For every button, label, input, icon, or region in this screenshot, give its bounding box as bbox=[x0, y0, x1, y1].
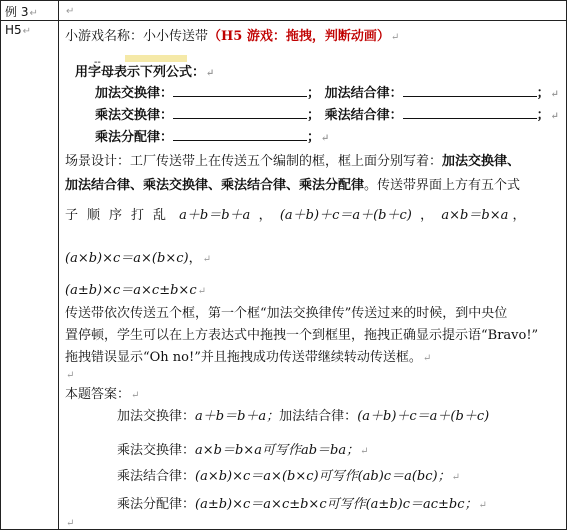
formula-4[interactable]: (a×b)×c＝a×(b×c) bbox=[65, 251, 189, 266]
formula-1[interactable]: a＋b＝b＋a bbox=[179, 208, 251, 223]
formula-3[interactable]: a×b＝b×a bbox=[441, 208, 509, 223]
para-line-1: 传送带依次传送五个框，第一个框“加法交换律传”传送过来的时候，到中央位 bbox=[65, 306, 508, 321]
row1-label: 例 3 bbox=[5, 5, 29, 19]
law-row-3: 乘法分配律： ；↵ bbox=[95, 130, 330, 145]
game-title: 小游戏名称：小小传送带（H5 游戏：拖拽，判断动画）↵ bbox=[65, 29, 400, 44]
scene-line-2: 加法结合律、乘法交换律、乘法结合律、乘法分配律。传送带界面上方有五个式 bbox=[65, 178, 521, 193]
formula-title: 用字母表示下列公式：↵ bbox=[75, 65, 215, 80]
row1-content-cell: ↵ bbox=[59, 1, 567, 21]
empty-line: ↵ bbox=[66, 370, 75, 381]
para-line-2: 置停顿，学生可以在上方表达式中拖拽一个到框里，拖拽正确显示提示语“Bravo!” bbox=[65, 328, 539, 343]
blank-add-assoc[interactable] bbox=[403, 84, 537, 97]
answer-line-2: 乘法交换律：a×b＝b×a可写作ab＝ba；↵ bbox=[117, 443, 369, 458]
row2-label-cell: H5↵ bbox=[1, 21, 59, 530]
dash-text: -- bbox=[94, 57, 101, 68]
answer-title: 本题答案：↵ bbox=[65, 387, 140, 402]
answer-line-3: 乘法结合律：(a×b)×c＝a×(b×c)可写作(ab)c＝a(bc)；↵ bbox=[117, 469, 460, 484]
blank-add-comm[interactable] bbox=[173, 84, 307, 97]
game-type-highlight: （H5 游戏：拖拽，判断动画） bbox=[208, 29, 390, 44]
para-line-3: 拖拽错误显示“Oh no!”并且拖拽成功传送带继续转动传送框。↵ bbox=[65, 350, 432, 365]
blank-mul-dist[interactable] bbox=[173, 128, 307, 141]
scene-line-4: (a×b)×c＝a×(b×c)，↵ bbox=[65, 251, 211, 266]
scene-line-3: 子顺序打乱 a＋b＝b＋a ， (a＋b)＋c＝a＋(b＋c) ， a×b＝b×a ， bbox=[65, 208, 526, 223]
scene-line-1: 场景设计：工厂传送带上在传送五个编制的框，框上面分别写着：加法交换律、 bbox=[65, 154, 521, 169]
formula-5[interactable]: (a±b)×c＝a×c±b×c bbox=[65, 283, 197, 298]
scene-line-5: (a±b)×c＝a×c±b×c↵ bbox=[65, 283, 206, 298]
law-row-2: 乘法交换律： ； 乘法结合律： ；↵ bbox=[95, 108, 559, 123]
row2-content-cell bbox=[59, 21, 567, 530]
row1-label-cell: 例 3↵ bbox=[1, 1, 59, 21]
blank-mul-comm[interactable] bbox=[173, 106, 307, 119]
formula-2[interactable]: (a＋b)＋c＝a＋(b＋c) bbox=[279, 208, 412, 223]
blank-mul-assoc[interactable] bbox=[403, 106, 537, 119]
row2-label: H5 bbox=[5, 23, 22, 37]
end-mark: ↵ bbox=[66, 518, 75, 529]
answer-line-4: 乘法分配律：(a±b)×c＝a×c±b×c可写作(a±b)c＝ac±bc；↵ bbox=[117, 497, 487, 512]
answer-line-1: 加法交换律：a＋b＝b＋a；加法结合律：(a＋b)＋c＝a＋(b＋c) bbox=[117, 409, 490, 424]
law-row-1: 加法交换律： ； 加法结合律： ；↵ bbox=[95, 86, 559, 101]
